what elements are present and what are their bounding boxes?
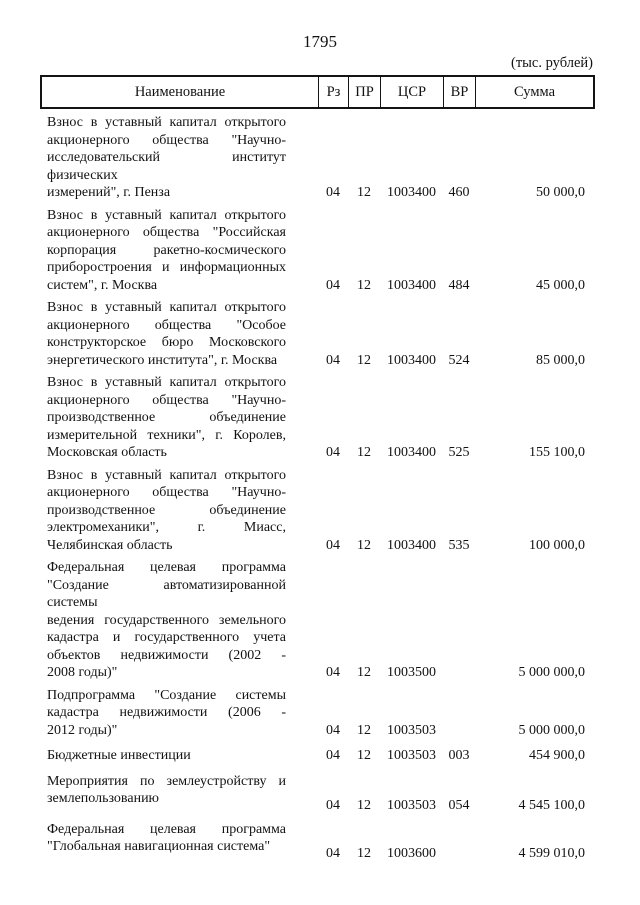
row-name-cell xyxy=(42,299,318,369)
row-rz-cell: 04 xyxy=(326,722,340,738)
row-pr-cell: 12 xyxy=(357,722,371,738)
row-name-cell xyxy=(42,559,318,682)
table-row xyxy=(42,559,593,682)
row-vr-cell: 484 xyxy=(448,277,470,293)
name-line: Бюджетные инвестиции xyxy=(47,748,191,763)
row-name-cell xyxy=(42,467,318,555)
row-vr-cell: 003 xyxy=(448,748,470,763)
units-label: (тыс. рублей) xyxy=(511,55,593,71)
name-line: корпорация ракетно-космического xyxy=(47,242,286,258)
name-line: конструкторское бюро Московского xyxy=(47,335,286,350)
name-line: электромеханики", г. Миасс, xyxy=(47,520,286,535)
name-line: кадастра и государственного учета xyxy=(47,630,286,645)
row-pr-cell: 12 xyxy=(357,352,371,368)
row-csr-cell: 1003400 xyxy=(387,277,436,293)
table-row xyxy=(42,467,593,555)
name-line: кадастра недвижимости (2006 - xyxy=(47,705,286,720)
col-header-sum: Сумма xyxy=(475,77,593,107)
row-csr-cell: 1003400 xyxy=(387,352,436,368)
name-line: 2008 годы)" xyxy=(47,665,118,680)
row-sum-cell: 5 000 000,0 xyxy=(518,722,585,738)
row-sum-cell: 100 000,0 xyxy=(529,537,585,553)
name-line: Московская область xyxy=(47,445,167,460)
name-line: Челябинская область xyxy=(47,537,173,553)
row-pr-cell: 12 xyxy=(357,748,371,763)
row-rz-cell: 04 xyxy=(326,798,340,813)
row-rz-cell: 04 xyxy=(326,352,340,368)
table-row xyxy=(42,299,593,369)
row-sum-cell: 5 000 000,0 xyxy=(518,665,585,680)
row-csr-cell: 1003400 xyxy=(387,537,436,553)
row-vr-cell: 054 xyxy=(448,798,470,813)
table-header-row xyxy=(40,75,595,109)
row-csr-cell: 1003503 xyxy=(387,722,436,738)
name-line: 2012 годы)" xyxy=(47,722,118,738)
col-header-csr: ЦСР xyxy=(380,77,443,107)
budget-table xyxy=(40,75,595,861)
row-name-cell xyxy=(42,114,318,202)
name-line: акционерного общества "Научно- xyxy=(47,392,286,408)
row-rz-cell: 04 xyxy=(326,665,340,680)
row-name-cell xyxy=(42,773,318,808)
name-line: Взнос в уставный капитал открытого xyxy=(47,300,286,315)
row-pr-cell: 12 xyxy=(357,798,371,813)
row-sum-cell: 50 000,0 xyxy=(536,185,585,200)
row-vr-cell: 460 xyxy=(448,185,470,200)
row-rz-cell: 04 xyxy=(326,537,340,553)
row-csr-cell: 1003400 xyxy=(387,185,436,200)
name-line: "Глобальная навигационная система" xyxy=(47,839,271,854)
name-line: объектов недвижимости (2002 - xyxy=(47,647,286,663)
row-pr-cell: 12 xyxy=(357,665,371,680)
row-rz-cell: 04 xyxy=(326,185,340,200)
name-line: акционерного общества "Российская xyxy=(47,225,286,240)
name-line: измерений", г. Пенза xyxy=(47,185,171,200)
name-line: Федеральная целевая программа xyxy=(47,821,286,837)
name-line: Взнос в уставный капитал открытого xyxy=(47,375,286,390)
name-line: Мероприятия по землеустройству и xyxy=(47,773,286,789)
table-row xyxy=(42,374,593,462)
row-vr-cell: 525 xyxy=(448,445,470,460)
name-line: "Создание автоматизированной системы xyxy=(47,577,286,610)
name-line: исследовательский институт физических xyxy=(47,150,286,183)
name-line: производственное объединение xyxy=(47,410,286,425)
name-line: приборостроения и информационных xyxy=(47,260,286,275)
row-pr-cell: 12 xyxy=(357,185,371,200)
row-pr-cell: 12 xyxy=(357,445,371,460)
row-sum-cell: 4 545 100,0 xyxy=(518,798,585,813)
row-pr-cell: 12 xyxy=(357,277,371,293)
row-name-cell xyxy=(42,374,318,462)
row-sum-cell: 4 599 010,0 xyxy=(518,846,585,861)
name-line: акционерного общества "Научно- xyxy=(47,485,286,500)
name-line: акционерного общества "Научно- xyxy=(47,132,286,148)
name-line: ведения государственного земельного xyxy=(47,612,286,628)
row-name-cell xyxy=(42,821,318,856)
row-rz-cell: 04 xyxy=(326,846,340,861)
row-rz-cell: 04 xyxy=(326,748,340,763)
name-line: землепользованию xyxy=(47,791,160,806)
name-line: Взнос в уставный капитал открытого xyxy=(47,115,286,130)
name-line: Взнос в уставный капитал открытого xyxy=(47,467,286,483)
row-pr-cell: 12 xyxy=(357,537,371,553)
row-rz-cell: 04 xyxy=(326,277,340,293)
row-sum-cell: 155 100,0 xyxy=(529,445,585,460)
table-body xyxy=(40,114,595,861)
page-number: 1795 xyxy=(303,32,337,51)
table-row xyxy=(42,207,593,295)
table-row xyxy=(42,747,593,765)
row-vr-cell: 535 xyxy=(448,537,470,553)
row-csr-cell: 1003400 xyxy=(387,445,436,460)
row-csr-cell: 1003503 xyxy=(387,798,436,813)
row-sum-cell: 85 000,0 xyxy=(536,352,585,368)
table-row xyxy=(42,821,593,861)
name-line: производственное объединение xyxy=(47,502,286,518)
name-line: измерительной техники", г. Королев, xyxy=(47,427,286,443)
row-rz-cell: 04 xyxy=(326,445,340,460)
row-name-cell xyxy=(42,687,318,740)
row-sum-cell: 454 900,0 xyxy=(529,748,585,763)
name-line: Федеральная целевая программа xyxy=(47,560,286,575)
row-sum-cell: 45 000,0 xyxy=(536,277,585,293)
col-header-pr: ПР xyxy=(348,77,380,107)
name-line: энергетического института", г. Москва xyxy=(47,352,278,368)
row-pr-cell: 12 xyxy=(357,846,371,861)
name-line: акционерного общества "Особое xyxy=(47,317,286,333)
col-header-name: Наименование xyxy=(134,83,226,100)
table-row xyxy=(42,773,593,813)
name-line: Взнос в уставный капитал открытого xyxy=(47,207,286,223)
row-name-cell xyxy=(42,747,318,765)
row-csr-cell: 1003503 xyxy=(387,748,436,763)
row-name-cell xyxy=(42,207,318,295)
table-row xyxy=(42,114,593,202)
row-csr-cell: 1003600 xyxy=(387,846,436,861)
name-line: систем", г. Москва xyxy=(47,277,158,293)
table-row xyxy=(42,687,593,740)
row-vr-cell: 524 xyxy=(448,352,470,368)
col-header-rz: Рз xyxy=(318,77,348,107)
col-header-vr: ВР xyxy=(443,77,475,107)
name-line: Подпрограмма "Создание системы xyxy=(47,687,286,703)
row-csr-cell: 1003500 xyxy=(387,665,436,680)
